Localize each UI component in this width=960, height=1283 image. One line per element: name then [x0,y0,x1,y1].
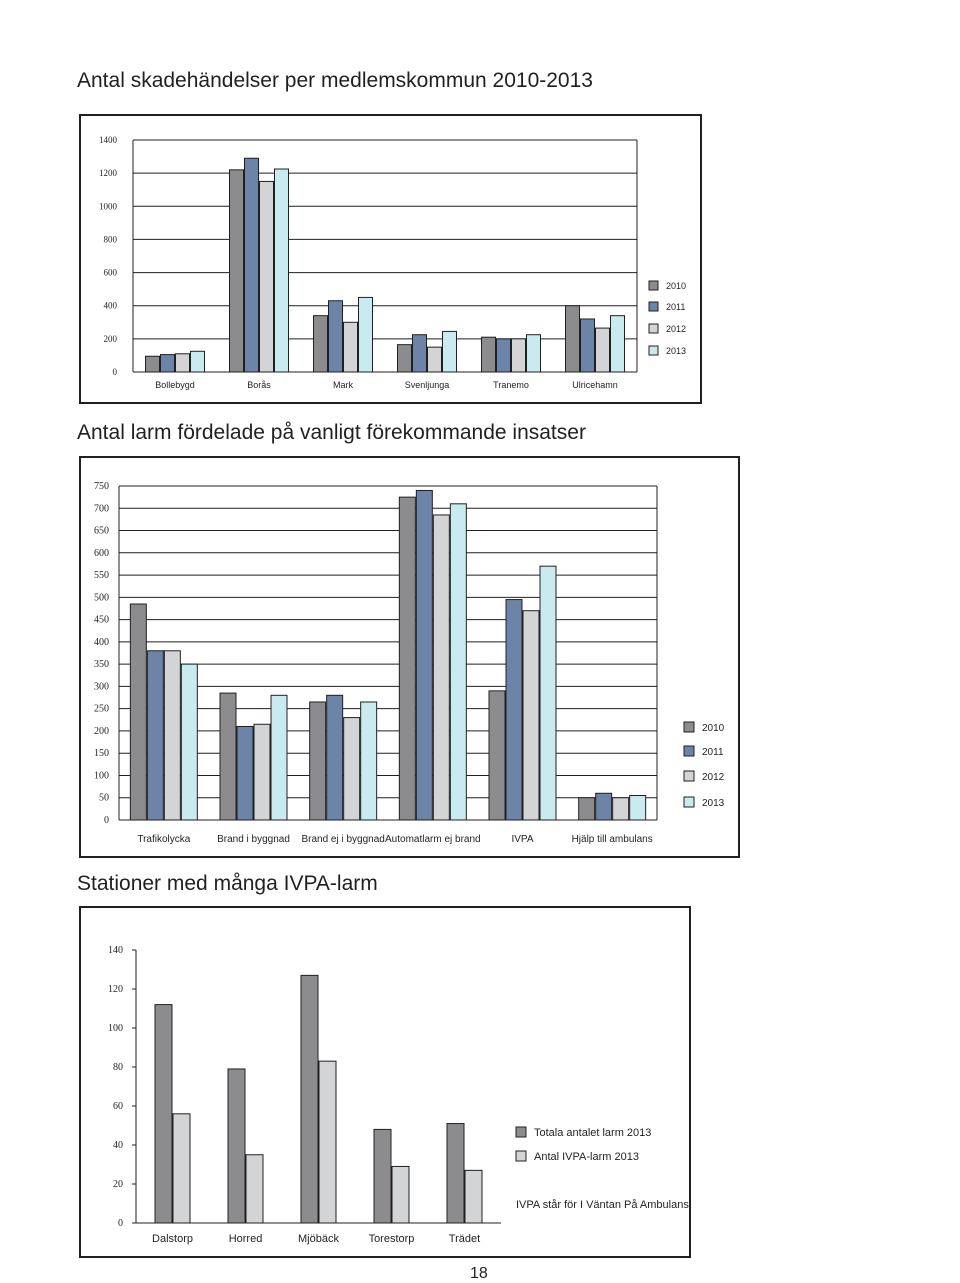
chart-skadehandelser [81,116,700,402]
c1-bar-borås-2010 [230,170,244,372]
c2-bar-ivpa-2012 [523,611,539,820]
c1-bar-ulricehamn-2013 [611,316,625,372]
c2-ytick-label-4: 200 [94,725,109,737]
c1-bar-mark-2013 [359,297,373,372]
c1-bar-tranemo-2010 [482,337,496,372]
c2-category-label-automatlarm-ej-brand: Automatlarm ej brand [385,834,481,845]
c3-bar-horred-totala-antalet-larm-2013 [228,1069,245,1223]
c1-ytick-label-7: 1400 [99,135,117,145]
c3-bar-horred-antal-ivpa-larm-2013 [246,1155,263,1223]
c3-legend-swatch-totala-antalet-larm-2013 [516,1127,526,1137]
c2-legend-label-2012: 2012 [702,772,725,783]
c2-ytick-label-12: 600 [94,547,109,559]
c2-bar-brand-ej-i-byggnad-2011 [327,695,343,820]
c2-bar-ivpa-2010 [489,691,505,820]
c2-ytick-label-5: 250 [94,703,109,715]
chart-title-skadehandelser: Antal skadehändelser per medlemskommun 2010-2013 [77,69,593,92]
c3-ytick-label-1: 20 [113,1179,123,1190]
c3-ytick-label-7: 140 [108,945,123,956]
c1-category-label-tranemo: Tranemo [493,380,529,390]
c1-bar-bollebygd-2012 [176,354,190,372]
c3-ytick-label-6: 120 [108,984,123,995]
c3-bar-dalstorp-totala-antalet-larm-2013 [155,1005,172,1223]
c1-category-label-bollebygd: Bollebygd [155,380,195,390]
c1-ytick-label-3: 600 [103,267,117,278]
c1-bar-svenljunga-2010 [398,345,412,372]
c1-bar-bollebygd-2013 [191,351,205,372]
c2-bar-brand-ej-i-byggnad-2012 [344,718,360,820]
c2-ytick-label-3: 150 [94,748,109,760]
c1-bar-borås-2011 [245,158,259,372]
c2-ytick-label-8: 400 [94,636,109,648]
c3-bar-mjöbäck-antal-ivpa-larm-2013 [319,1061,336,1223]
c3-ytick-label-2: 40 [113,1140,123,1151]
c3-ytick-label-3: 60 [113,1101,123,1112]
c2-category-label-brand-ej-i-byggnad: Brand ej i byggnad [301,834,385,845]
c2-bar-ivpa-2011 [506,600,522,820]
chart-frame-ivpa-stationer [79,906,691,1258]
c1-ytick-label-0: 0 [112,367,117,377]
c2-category-label-trafikolycka: Trafikolycka [137,834,191,845]
c3-ytick-label-0: 0 [118,1218,123,1229]
c2-ytick-label-2: 100 [94,770,109,782]
c2-ytick-label-11: 550 [94,570,109,582]
c2-ytick-label-9: 450 [94,614,109,626]
c1-bar-mark-2010 [314,316,328,372]
c2-ytick-label-10: 500 [94,592,109,604]
c2-bar-ivpa-2013 [540,566,556,820]
c1-bar-svenljunga-2013 [443,331,457,372]
c2-ytick-label-7: 350 [94,659,109,671]
c2-bar-hjälp-till-ambulans-2010 [579,798,595,820]
c2-bar-hjälp-till-ambulans-2013 [630,796,646,820]
c2-bar-brand-ej-i-byggnad-2013 [361,702,377,820]
c1-legend-swatch-2010 [649,281,658,290]
c3-category-label-trädet: Trädet [448,1233,481,1245]
c3-category-label-torestorp: Torestorp [368,1233,415,1245]
c1-legend-swatch-2011 [649,302,658,311]
c2-bar-trafikolycka-2011 [147,651,163,820]
c3-bar-trädet-totala-antalet-larm-2013 [447,1124,464,1223]
c1-bar-ulricehamn-2011 [581,319,595,372]
c2-ytick-label-0: 0 [104,815,109,826]
c2-ytick-label-13: 650 [94,525,109,537]
c2-bar-automatlarm-ej-brand-2010 [399,497,415,820]
c2-legend-label-2013: 2013 [702,798,725,809]
c1-ytick-label-4: 800 [103,234,117,245]
c2-bar-automatlarm-ej-brand-2013 [450,504,466,820]
c1-bar-borås-2012 [260,181,274,372]
c2-bar-trafikolycka-2010 [130,604,146,820]
c2-ytick-label-15: 750 [94,481,109,492]
c2-bar-brand-i-byggnad-2011 [237,726,253,820]
c1-bar-ulricehamn-2012 [596,328,610,372]
c1-category-label-ulricehamn: Ulricehamn [572,380,618,390]
c3-bar-torestorp-totala-antalet-larm-2013 [374,1129,391,1223]
c1-legend-swatch-2012 [649,324,658,333]
c2-legend-swatch-2011 [684,746,694,756]
c3-ytick-label-5: 100 [108,1023,123,1034]
c1-bar-borås-2013 [275,169,289,372]
c2-bar-brand-i-byggnad-2010 [220,693,236,820]
c2-category-label-brand-i-byggnad: Brand i byggnad [217,834,290,845]
c3-bar-mjöbäck-totala-antalet-larm-2013 [301,975,318,1223]
c2-bar-hjälp-till-ambulans-2012 [613,798,629,820]
c3-footnote: IVPA står för I Väntan På Ambulans [516,1199,689,1211]
c2-ytick-label-6: 300 [94,681,109,693]
c3-ytick-label-4: 80 [113,1062,123,1073]
c3-bar-trädet-antal-ivpa-larm-2013 [465,1170,482,1223]
c2-bar-brand-i-byggnad-2012 [254,724,270,820]
c1-category-label-mark: Mark [333,380,353,390]
c2-bar-brand-i-byggnad-2013 [271,695,287,820]
chart-frame-skadehandelser [79,114,702,404]
c1-category-label-borås: Borås [247,380,271,390]
c1-bar-bollebygd-2011 [161,355,175,372]
c1-bar-svenljunga-2011 [413,335,427,372]
c1-bar-tranemo-2012 [512,339,526,372]
c2-bar-trafikolycka-2013 [181,664,197,820]
c1-bar-mark-2011 [329,301,343,372]
c2-legend-swatch-2013 [684,797,694,807]
c2-category-label-ivpa: IVPA [511,834,534,845]
c1-ytick-label-5: 1000 [99,201,117,212]
c1-legend-label-2010: 2010 [666,281,687,291]
c1-ytick-label-1: 200 [103,333,117,344]
c1-bar-tranemo-2011 [497,339,511,372]
page-number: 18 [470,1265,488,1282]
c1-bar-tranemo-2013 [527,335,541,372]
c1-ytick-label-2: 400 [103,300,117,311]
c3-bar-dalstorp-antal-ivpa-larm-2013 [173,1114,190,1223]
c3-legend-label-totala-antalet-larm-2013: Totala antalet larm 2013 [534,1127,652,1139]
c1-bar-svenljunga-2012 [428,347,442,372]
c2-bar-brand-ej-i-byggnad-2010 [310,702,326,820]
c1-legend-label-2013: 2013 [666,346,687,356]
chart-title-larm-insatser: Antal larm fördelade på vanligt förekommande insatser [77,421,586,444]
chart-larm-insatser [81,458,738,856]
c3-category-label-horred: Horred [228,1233,263,1245]
c2-bar-trafikolycka-2012 [164,651,180,820]
c2-bar-automatlarm-ej-brand-2011 [416,490,432,820]
c1-bar-mark-2012 [344,322,358,372]
c1-bar-ulricehamn-2010 [566,306,580,372]
c2-legend-swatch-2010 [684,722,694,732]
c1-category-label-svenljunga: Svenljunga [404,380,450,390]
c2-bar-hjälp-till-ambulans-2011 [596,793,612,820]
c2-bar-automatlarm-ej-brand-2012 [433,515,449,820]
chart-frame-larm-insatser [79,456,740,858]
c2-legend-label-2010: 2010 [702,723,725,734]
c1-bar-bollebygd-2010 [146,356,160,372]
chart-ivpa-stationer [81,908,689,1256]
c1-ytick-label-6: 1200 [99,168,117,179]
c2-ytick-label-1: 50 [99,792,109,804]
c2-category-label-hjälp-till-ambulans: Hjälp till ambulans [571,834,653,845]
c2-legend-label-2011: 2011 [702,747,724,758]
c1-legend-label-2011: 2011 [666,302,686,312]
c3-bar-torestorp-antal-ivpa-larm-2013 [392,1166,409,1223]
c1-legend-swatch-2013 [649,346,658,355]
c3-category-label-dalstorp: Dalstorp [152,1233,193,1245]
c2-ytick-label-14: 700 [94,503,109,515]
c2-legend-swatch-2012 [684,771,694,781]
c1-legend-label-2012: 2012 [666,324,687,334]
chart-title-ivpa-stationer: Stationer med många IVPA-larm [77,872,378,895]
c3-legend-swatch-antal-ivpa-larm-2013 [516,1151,526,1161]
c3-category-label-mjöbäck: Mjöbäck [298,1233,339,1245]
c3-legend-label-antal-ivpa-larm-2013: Antal IVPA-larm 2013 [534,1151,639,1163]
